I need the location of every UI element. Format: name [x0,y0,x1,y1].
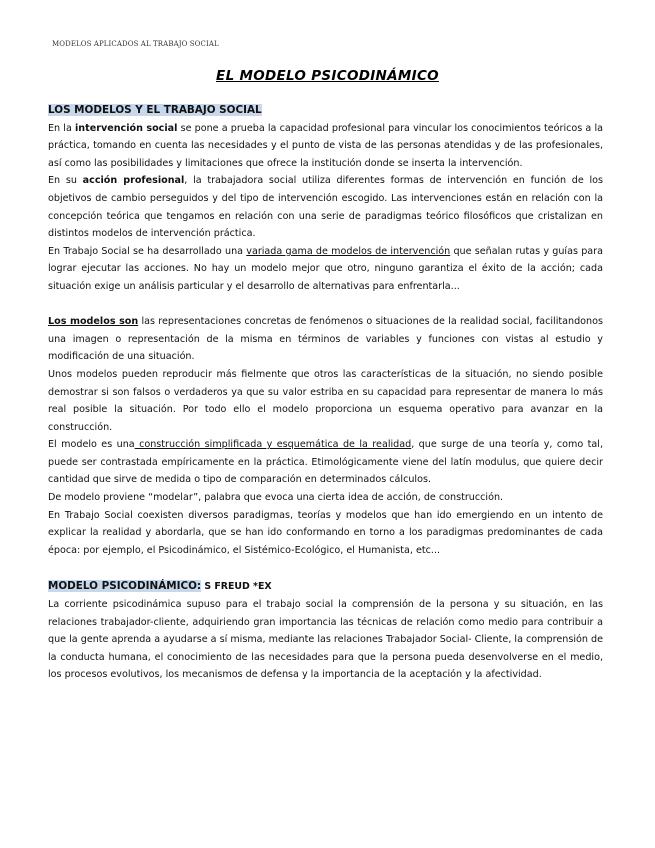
paragraph-construccion [48,436,603,489]
paragraph-corriente: La corriente psicodinámica supuso para el trabajo social la comprensión de la persona y su situación, en las relaciones trabajador-cliente, adquiriendo gran importancia las técnicas de relación como medio para contribuir a que la gente aprenda a ayudarse a sí misma, mediante las relaciones Trabajador Social- Cliente, la comprensión de la conducta humana, el conocimiento de las necesidades para que la persona pueda desenvolverse en el medio, los procesos evolutivos, los mecanismos de defensa y la importancia de la aceptación y la afectividad. [48,599,603,681]
section-heading-text: MODELO PSICODINÁMICO: [48,580,202,593]
section-heading-suffix: S FREUD *EX [201,581,272,593]
paragraph-intervencion [48,120,603,173]
paragraph-reproducir: Unos modelos pueden reproducir más fielmente que otros las características de la situación, no siendo posible demostrar si son falsos o verdaderos ya que su valor estriba en su capacidad para representar de manera lo más real posible la situación. Por todo ello el modelo proporciona un esquema operativo para avanzar en la construcción. [48,368,603,433]
bold-term-accion: acción profesional [82,175,185,187]
text-run: se pone a prueba la capacidad profesional para vincular los conocimientos teóricos a la práctica, tomando en cuenta las necesidades y el punto de vista de las personas atendidas y de las profesionales, así como las posibilidades y limitaciones que ofrece la institución donde se inserta la intervención. [48,122,603,169]
section-heading-modelos [48,102,603,120]
underlined-phrase-gama: variada gama de modelos de intervención [246,245,451,257]
text-run: las representaciones concretas de fenómenos o situaciones de la realidad social, facilitandonos una imagen o representación de la misma en términos de variables y funciones con vistas al estudio y modificación de una situación. [48,316,603,363]
section-heading-text: LOS MODELOS Y EL TRABAJO SOCIAL [48,104,262,116]
paragraph-gama-modelos [48,243,603,296]
text-run: En su [48,175,83,187]
paragraph-accion [48,172,603,242]
text-run: que señalan rutas y guías para lograr ejecutar las acciones. No hay un modelo mejor que otro, ninguno garantiza el éxito de la acción; cada situación exige un análisis particular y el desarrollo de alternativas para enfrentarla... [48,245,603,292]
text-run: En Trabajo Social se ha desarrollado una [48,245,247,257]
paragraph-modelar: De modelo proviene “modelar”, palabra que evoca una cierta idea de acción, de construcción. [48,492,504,504]
document-body [48,102,603,684]
text-run: , la trabajadora social utiliza diferentes formas de intervención en función de los objetivos de cambio perseguidos y del tipo de intervención escogido. Las intervenciones están en relación con la concepción teórica que tengamos en relación con una serie de paradigmas teórico filosóficos que cristalizan en distintos modelos de intervención práctica. [48,175,604,240]
text-run: El modelo es una [48,439,135,451]
text-run: , que surge de una teoría y, como tal, puede ser contrastada empíricamente en la práctica. Etimológicamente viene del latín modulus, que quiere decir cantidad que sirve de medida o tipo de comparación en determinados cálculos. [48,439,603,486]
section-heading-psicodinamico [48,578,603,596]
bold-underlined-term-modelos: Los modelos son [48,316,139,328]
paragraph-paradigmas: En Trabajo Social coexisten diversos paradigmas, teorías y modelos que han ido emergiendo en un intento de explicar la realidad y abordarla, que se han ido conformando en torno a los paradigmas predominantes de cada época: por ejemplo, el Psicodinámico, el Sistémico-Ecológico, el Humanista, etc... [48,509,603,556]
running-header: MODELOS APLICADOS AL TRABAJO SOCIAL [52,40,219,48]
paragraph-definicion [48,313,603,366]
document-title: EL MODELO PSICODINÁMICO [216,68,439,84]
text-run: En la [48,122,75,134]
spacer [48,296,603,314]
underlined-phrase-construccion: construcción simplificada y esquemática de la realidad [134,439,412,451]
bold-term-intervencion: intervención social [75,122,178,134]
spacer [48,559,603,578]
